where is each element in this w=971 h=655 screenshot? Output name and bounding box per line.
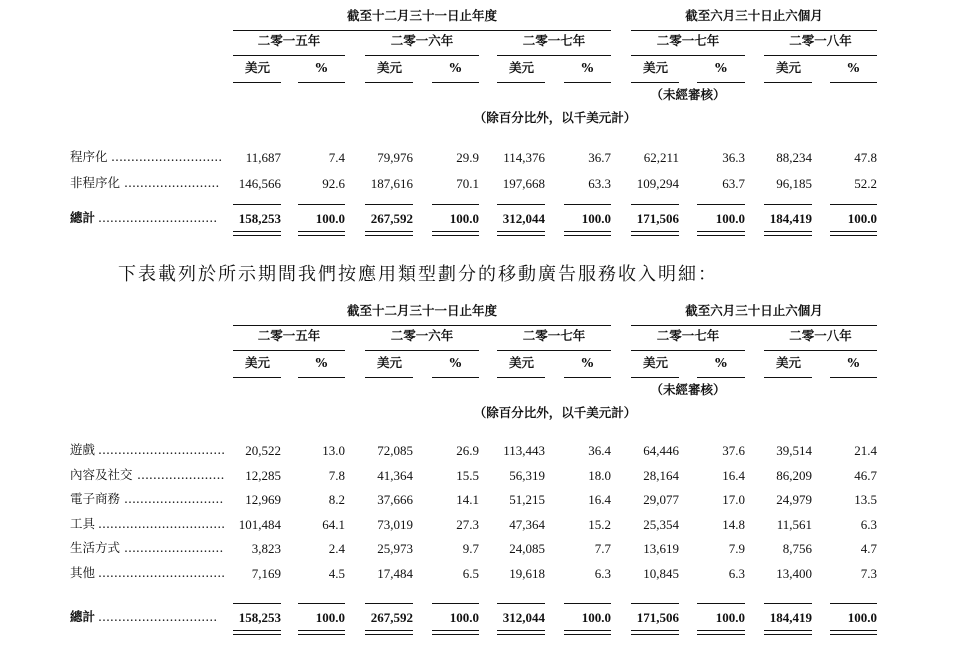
usd-value: 146,566 bbox=[238, 176, 281, 191]
usd-underline bbox=[631, 82, 679, 83]
pct-value: 100.0 bbox=[449, 610, 479, 625]
pct-underline bbox=[298, 82, 345, 83]
pct-value: 7.4 bbox=[328, 150, 345, 165]
year-underline bbox=[497, 55, 611, 56]
leader-dots: ................................ bbox=[98, 442, 226, 457]
usd-value: 88,234 bbox=[776, 150, 812, 165]
row-label: 其他 bbox=[70, 564, 96, 580]
pct-value: 18.0 bbox=[588, 467, 611, 483]
total-double-rule bbox=[697, 634, 745, 635]
total-rule-top bbox=[764, 204, 812, 205]
pct-value: 64.1 bbox=[322, 516, 345, 532]
group-title-year: 截至十二月三十一日止年度 bbox=[346, 303, 497, 318]
leader-dots: ......................... bbox=[124, 540, 224, 555]
pct-value: 52.2 bbox=[854, 176, 877, 191]
pct-value: 100.0 bbox=[847, 610, 877, 625]
usd-value: 25,354 bbox=[643, 516, 679, 532]
total-rule-top bbox=[564, 603, 611, 604]
leader-dots: ...................... bbox=[137, 466, 225, 482]
year-header: 二零一六年 bbox=[390, 328, 454, 343]
pct-underline bbox=[432, 82, 479, 83]
usd-value: 101,484 bbox=[238, 516, 281, 532]
total-double-rule bbox=[631, 630, 679, 631]
total-double-rule bbox=[298, 634, 345, 635]
pct-underline bbox=[564, 82, 611, 83]
pct-value: 36.7 bbox=[588, 150, 611, 165]
pct-value: 21.4 bbox=[854, 443, 877, 458]
year-header: 二零一五年 bbox=[257, 328, 321, 343]
total-rule-top bbox=[497, 204, 545, 205]
year-header: 二零一八年 bbox=[789, 33, 852, 48]
pct-underline bbox=[830, 82, 877, 83]
usd-value: 96,185 bbox=[776, 176, 812, 191]
pct-value: 6.3 bbox=[594, 565, 611, 581]
pct-value: 15.2 bbox=[588, 516, 611, 532]
pct-value: 6.3 bbox=[860, 516, 877, 532]
pct-value: 7.8 bbox=[328, 467, 345, 483]
year-header: 二零一五年 bbox=[257, 33, 321, 48]
pct-header: % bbox=[581, 355, 594, 370]
total-double-rule bbox=[233, 630, 281, 631]
total-double-rule bbox=[564, 630, 611, 631]
pct-value: 26.9 bbox=[456, 443, 479, 458]
pct-value: 6.3 bbox=[728, 565, 745, 581]
pct-value: 27.3 bbox=[456, 516, 479, 532]
usd-header: 美元 bbox=[245, 60, 271, 75]
pct-value: 63.3 bbox=[588, 176, 611, 191]
pct-underline bbox=[432, 377, 479, 378]
pct-value: 14.8 bbox=[722, 516, 745, 532]
usd-value: 267,592 bbox=[370, 211, 413, 226]
usd-underline bbox=[497, 377, 545, 378]
usd-value: 11,561 bbox=[776, 516, 812, 532]
pct-value: 16.4 bbox=[722, 467, 745, 483]
total-double-rule bbox=[233, 634, 281, 635]
usd-underline bbox=[365, 82, 413, 83]
usd-value: 56,319 bbox=[509, 467, 545, 483]
usd-value: 187,616 bbox=[370, 176, 413, 191]
usd-value: 114,376 bbox=[503, 150, 545, 165]
total-rule-top bbox=[697, 204, 745, 205]
leader-dots: ........................ bbox=[124, 175, 220, 190]
group-title-half: 截至六月三十日止六個月 bbox=[685, 8, 823, 23]
pct-value: 47.8 bbox=[854, 150, 877, 165]
row-label: 工具 bbox=[70, 515, 96, 531]
pct-value: 36.3 bbox=[722, 150, 745, 165]
year-header: 二零一六年 bbox=[390, 33, 454, 48]
usd-value: 17,484 bbox=[377, 565, 413, 581]
pct-value: 29.9 bbox=[456, 150, 479, 165]
year-underline bbox=[764, 350, 877, 351]
total-rule-top bbox=[298, 603, 345, 604]
pct-header: % bbox=[449, 355, 462, 370]
total-rule-top bbox=[631, 603, 679, 604]
total-rule-top bbox=[365, 603, 413, 604]
year-header: 二零一七年 bbox=[522, 328, 586, 343]
usd-value: 64,446 bbox=[643, 443, 679, 458]
usd-value: 86,209 bbox=[776, 467, 812, 483]
pct-underline bbox=[697, 82, 745, 83]
usd-value: 197,668 bbox=[502, 176, 545, 191]
pct-value: 100.0 bbox=[581, 211, 611, 226]
leader-dots: ............................ bbox=[111, 149, 223, 164]
pct-header: % bbox=[315, 355, 328, 370]
pct-value: 36.4 bbox=[588, 443, 611, 458]
usd-value: 37,666 bbox=[377, 492, 413, 507]
usd-header: 美元 bbox=[509, 60, 535, 75]
total-double-rule bbox=[432, 235, 479, 236]
total-double-rule bbox=[432, 634, 479, 635]
usd-value: 113,443 bbox=[503, 443, 545, 458]
total-double-rule bbox=[432, 630, 479, 631]
usd-header: 美元 bbox=[377, 60, 403, 75]
usd-value: 267,592 bbox=[370, 610, 413, 625]
row-label: 內容及社交 bbox=[70, 466, 133, 482]
total-double-rule bbox=[298, 231, 345, 232]
pct-value: 63.7 bbox=[722, 176, 745, 191]
group-title-half: 截至六月三十日止六個月 bbox=[685, 303, 823, 318]
total-double-rule bbox=[830, 634, 877, 635]
year-underline bbox=[631, 350, 745, 351]
pct-value: 7.9 bbox=[728, 541, 745, 556]
usd-value: 51,215 bbox=[509, 492, 545, 507]
unit-note: （除百分比外，以千美元計） bbox=[473, 405, 637, 420]
usd-value: 12,285 bbox=[245, 467, 281, 483]
total-rule-top bbox=[432, 204, 479, 205]
usd-value: 7,169 bbox=[251, 565, 281, 581]
pct-header: % bbox=[715, 60, 727, 75]
usd-header: 美元 bbox=[643, 355, 669, 370]
row-label: 程序化 bbox=[70, 149, 108, 164]
unit-note: （除百分比外，以千美元計） bbox=[473, 110, 637, 125]
total-rule-top bbox=[697, 603, 745, 604]
pct-value: 4.7 bbox=[860, 541, 877, 556]
pct-value: 14.1 bbox=[456, 492, 479, 507]
usd-value: 79,976 bbox=[377, 150, 413, 165]
pct-value: 4.5 bbox=[328, 565, 345, 581]
pct-underline bbox=[697, 377, 745, 378]
usd-value: 24,979 bbox=[776, 492, 812, 507]
usd-value: 72,085 bbox=[377, 443, 413, 458]
total-double-rule bbox=[298, 630, 345, 631]
usd-value: 312,044 bbox=[502, 610, 545, 625]
group-underline-year bbox=[233, 325, 611, 326]
unaudited-note: （未經審核） bbox=[650, 87, 726, 102]
usd-value: 47,364 bbox=[509, 516, 545, 532]
pct-underline bbox=[830, 377, 877, 378]
pct-value: 6.5 bbox=[462, 565, 479, 581]
total-double-rule bbox=[365, 634, 413, 635]
total-double-rule bbox=[497, 231, 545, 232]
usd-header: 美元 bbox=[509, 355, 535, 370]
pct-value: 7.3 bbox=[860, 565, 877, 581]
usd-value: 20,522 bbox=[245, 443, 281, 458]
usd-value: 158,253 bbox=[238, 610, 281, 625]
row-label: 非程序化 bbox=[70, 175, 121, 190]
total-label: 總計 bbox=[70, 210, 96, 225]
year-header: 二零一七年 bbox=[522, 33, 586, 48]
pct-value: 100.0 bbox=[715, 610, 745, 625]
row-label: 生活方式 bbox=[70, 540, 121, 555]
pct-header: % bbox=[315, 60, 328, 75]
pct-value: 8.2 bbox=[328, 492, 345, 507]
pct-header: % bbox=[847, 355, 860, 370]
group-underline-year bbox=[233, 30, 611, 31]
pct-header: % bbox=[715, 355, 727, 370]
pct-value: 100.0 bbox=[715, 211, 745, 226]
pct-underline bbox=[298, 377, 345, 378]
total-double-rule bbox=[564, 231, 611, 232]
leader-dots: .............................. bbox=[98, 609, 218, 624]
usd-header: 美元 bbox=[643, 60, 669, 75]
pct-value: 7.7 bbox=[594, 541, 611, 556]
usd-header: 美元 bbox=[776, 355, 802, 370]
group-underline-half bbox=[631, 325, 877, 326]
pct-value: 100.0 bbox=[315, 211, 345, 226]
total-double-rule bbox=[233, 235, 281, 236]
total-double-rule bbox=[497, 235, 545, 236]
year-header: 二零一八年 bbox=[789, 328, 852, 343]
pct-header: % bbox=[847, 60, 860, 75]
total-double-rule bbox=[830, 630, 877, 631]
total-rule-top bbox=[830, 603, 877, 604]
total-double-rule bbox=[631, 231, 679, 232]
row-label: 遊戲 bbox=[70, 442, 96, 457]
total-double-rule bbox=[298, 235, 345, 236]
total-double-rule bbox=[564, 235, 611, 236]
usd-underline bbox=[631, 377, 679, 378]
usd-underline bbox=[233, 377, 281, 378]
total-rule-top bbox=[764, 603, 812, 604]
usd-value: 3,823 bbox=[251, 541, 281, 556]
total-rule-top bbox=[233, 204, 281, 205]
total-double-rule bbox=[497, 630, 545, 631]
usd-value: 184,419 bbox=[769, 211, 812, 226]
total-double-rule bbox=[697, 630, 745, 631]
year-underline bbox=[631, 55, 745, 56]
usd-value: 62,211 bbox=[643, 150, 679, 165]
pct-value: 100.0 bbox=[847, 211, 877, 226]
pct-value: 100.0 bbox=[449, 211, 479, 226]
usd-value: 109,294 bbox=[636, 176, 679, 191]
pct-header: % bbox=[449, 60, 462, 75]
total-double-rule bbox=[432, 231, 479, 232]
total-double-rule bbox=[365, 235, 413, 236]
unaudited-note: （未經審核） bbox=[650, 382, 726, 397]
usd-value: 25,973 bbox=[377, 541, 413, 556]
total-rule-top bbox=[564, 204, 611, 205]
pct-value: 92.6 bbox=[322, 176, 345, 191]
pct-value: 13.5 bbox=[854, 492, 877, 507]
usd-value: 12,969 bbox=[245, 492, 281, 507]
total-double-rule bbox=[631, 235, 679, 236]
intro-paragraph: 下表載列於所示期間我們按應用類型劃分的移動廣告服務收入明細： bbox=[118, 264, 718, 285]
usd-value: 28,164 bbox=[643, 467, 679, 483]
pct-header: % bbox=[581, 60, 594, 75]
pct-value: 2.4 bbox=[328, 541, 345, 556]
usd-underline bbox=[233, 82, 281, 83]
total-double-rule bbox=[233, 231, 281, 232]
usd-value: 41,364 bbox=[377, 467, 413, 483]
total-rule-top bbox=[233, 603, 281, 604]
pct-value: 70.1 bbox=[456, 176, 479, 191]
year-underline bbox=[233, 350, 345, 351]
leader-dots: .............................. bbox=[98, 210, 218, 225]
usd-value: 13,400 bbox=[776, 565, 812, 581]
usd-value: 39,514 bbox=[776, 443, 812, 458]
usd-value: 171,506 bbox=[636, 211, 679, 226]
pct-value: 13.0 bbox=[322, 443, 345, 458]
usd-underline bbox=[365, 377, 413, 378]
usd-value: 73,019 bbox=[377, 516, 413, 532]
leader-dots: ................................ bbox=[98, 515, 226, 531]
row-label: 電子商務 bbox=[70, 491, 121, 506]
year-underline bbox=[497, 350, 611, 351]
usd-value: 158,253 bbox=[238, 211, 281, 226]
total-double-rule bbox=[764, 630, 812, 631]
total-double-rule bbox=[631, 634, 679, 635]
pct-value: 46.7 bbox=[854, 467, 877, 483]
total-double-rule bbox=[497, 634, 545, 635]
usd-value: 8,756 bbox=[782, 541, 812, 556]
total-double-rule bbox=[365, 231, 413, 232]
total-rule-top bbox=[432, 603, 479, 604]
usd-header: 美元 bbox=[776, 60, 802, 75]
year-header: 二零一七年 bbox=[656, 33, 720, 48]
total-rule-top bbox=[365, 204, 413, 205]
usd-underline bbox=[497, 82, 545, 83]
total-double-rule bbox=[365, 630, 413, 631]
total-double-rule bbox=[697, 235, 745, 236]
year-underline bbox=[365, 55, 479, 56]
year-header: 二零一七年 bbox=[656, 328, 720, 343]
total-rule-top bbox=[497, 603, 545, 604]
total-double-rule bbox=[697, 231, 745, 232]
total-double-rule bbox=[764, 634, 812, 635]
pct-value: 15.5 bbox=[456, 467, 479, 483]
total-double-rule bbox=[830, 231, 877, 232]
usd-value: 13,619 bbox=[643, 541, 679, 556]
usd-value: 11,687 bbox=[245, 150, 281, 165]
group-title-year: 截至十二月三十一日止年度 bbox=[346, 8, 497, 23]
total-double-rule bbox=[564, 634, 611, 635]
usd-header: 美元 bbox=[377, 355, 403, 370]
total-rule-top bbox=[298, 204, 345, 205]
year-underline bbox=[233, 55, 345, 56]
usd-header: 美元 bbox=[245, 355, 271, 370]
pct-underline bbox=[564, 377, 611, 378]
leader-dots: ......................... bbox=[124, 491, 224, 506]
pct-value: 9.7 bbox=[462, 541, 479, 556]
pct-value: 100.0 bbox=[581, 610, 611, 625]
total-double-rule bbox=[764, 235, 812, 236]
total-label: 總計 bbox=[70, 609, 96, 624]
usd-value: 171,506 bbox=[636, 610, 679, 625]
usd-value: 312,044 bbox=[502, 211, 545, 226]
total-double-rule bbox=[764, 231, 812, 232]
usd-value: 10,845 bbox=[643, 565, 679, 581]
total-rule-top bbox=[631, 204, 679, 205]
pct-value: 17.0 bbox=[722, 492, 745, 507]
usd-underline bbox=[764, 82, 812, 83]
usd-underline bbox=[764, 377, 812, 378]
total-double-rule bbox=[830, 235, 877, 236]
pct-value: 37.6 bbox=[722, 443, 745, 458]
total-rule-top bbox=[830, 204, 877, 205]
group-underline-half bbox=[631, 30, 877, 31]
pct-value: 16.4 bbox=[588, 492, 611, 507]
usd-value: 19,618 bbox=[509, 565, 545, 581]
usd-value: 184,419 bbox=[769, 610, 812, 625]
year-underline bbox=[764, 55, 877, 56]
year-underline bbox=[365, 350, 479, 351]
leader-dots: ................................ bbox=[98, 564, 226, 580]
usd-value: 29,077 bbox=[643, 492, 679, 507]
usd-value: 24,085 bbox=[509, 541, 545, 556]
pct-value: 100.0 bbox=[315, 610, 345, 625]
